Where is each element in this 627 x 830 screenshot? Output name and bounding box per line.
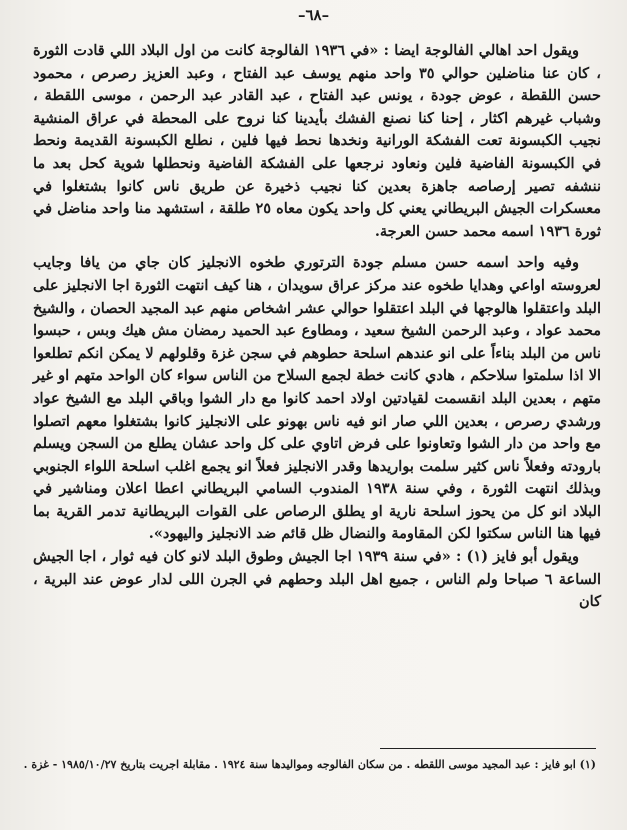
footnote-divider xyxy=(380,748,596,749)
paragraph-3: ويقول أبو فايز (١) : «في سنة ١٩٣٩ اجا الجيش وطوق البلد لانو كان فيه ثوار ، اجا الجيش الساعة ٦ صباحا ولم الناس ، جميع اهل البلد وحطهم في الجرن اللى لدار عوض عند البرية ، كان xyxy=(33,548,601,611)
page-number: –٦٨– xyxy=(297,6,330,24)
footnote: (١) ابو فايز : عبد المجيد موسى اللقطه . من سكان الفالوجه ومواليدها سنة ١٩٢٤ . مقابلة اجريت بتاريخ ١٩٨٥/١٠/٢٧ - غزة . xyxy=(23,758,596,771)
paragraph-1: ويقول احد اهالي الفالوجة ايضا : «في ١٩٣٦ الفالوجة كانت من اول البلاد اللي قادت الثورة ، كان عنا مناضلين حوالي ٣٥ واحد منهم يوسف عبد الفتاح ، وعبد العزيز رصرص ، محمود حسن اللقطة ، عوض جودة ، يونس عبد الفتاح ، عبد القادر عبد الرحمن ، موسى اللقطة ، وشباب غيرهم اكثار ، إحنا كنا نصنع الفشك بأيدينا كنا نروح على المحطة في عراق المنشية نجيب الكبسونة تعت الفشكة الورانية ونخدها نحط فيها فلين ، نطلع الكبسونة القديمة ونحط في الكبسونة الفاضية فلين ونعاود نرجعها على الفشكة الفاضية ونحطلها شوية كحل بعد ما ننشفه تصير إرصاصه جاهزة بعدين كنا نجيب ذخيرة عن طريق ناس كانوا بشتغلوا في معسكرات الجيش البريطاني يعني كل واحد يكون معاه ٢٥ طلقة ، استشهد منا واحد مناضل في ثورة ١٩٣٦ اسمه محمد حسن العرجة. xyxy=(33,42,601,240)
main-text xyxy=(33,40,601,614)
paragraph-2: وفيه واحد اسمه حسن مسلم جودة الترتوري طخوه الانجليز كان جاي من يافا وجايب لعروسته اواعي وهدايا طخوه عند مركز عراق سويدان ، هنا كيف انتهت الثورة اجا الانجليز على البلد واعتقلوا هالوجها في البلد اعتقلوا حوالي عشر اشخاص منهم عبد المجيد الحصان ، والشيخ محمد عواد ، وعبد الرحمن الشيخ سعيد ، ومطاوع عبد الحميد رمضان مش هيك وبس ، حبسوا ناس من البلد بناءاً على انو عندهم اسلحة حطوهم في سجن غزة وقلولهم لا يمكن انكم تطلعوا الا اذا سلمتوا سلاحكم ، هادي كانت خطة لجمع السلاح من الناس سواء كان الواحد متهم او غير متهم ، بعدين البلد انقسمت لقيادتين اولاد احمد كانوا مع دار الشوا وباقي البلد مع الشيخ عواد ورشدي رصرص ، بعدين اللي صار انو فيه ناس بهونو على الانجليز كانوا بشتغلوا معهم اتصلوا مع واحد من دار الشوا وتعاونوا على فرض اتاوي على كل واحد عشان يطلع من السجن ويسلم بارودته وفعلاً ناس كثير سلمت بواريدها وقدر الانجليز فعلاً انو يجمع اغلب اسلحة اللواء الجنوبي وبذلك انتهت الثورة ، وفي سنة ١٩٣٨ المندوب السامي البريطاني اعطا اعلان ومناشير في البلاد انو كل من يحوز اسلحة نارية او يطلق الرصاص على القوات البريطانية تدمر القرية بما فيها هنا الناس سكتوا لكن المقاومة والنضال ظل قائم ضد الانجليز واليهود». xyxy=(33,254,602,543)
